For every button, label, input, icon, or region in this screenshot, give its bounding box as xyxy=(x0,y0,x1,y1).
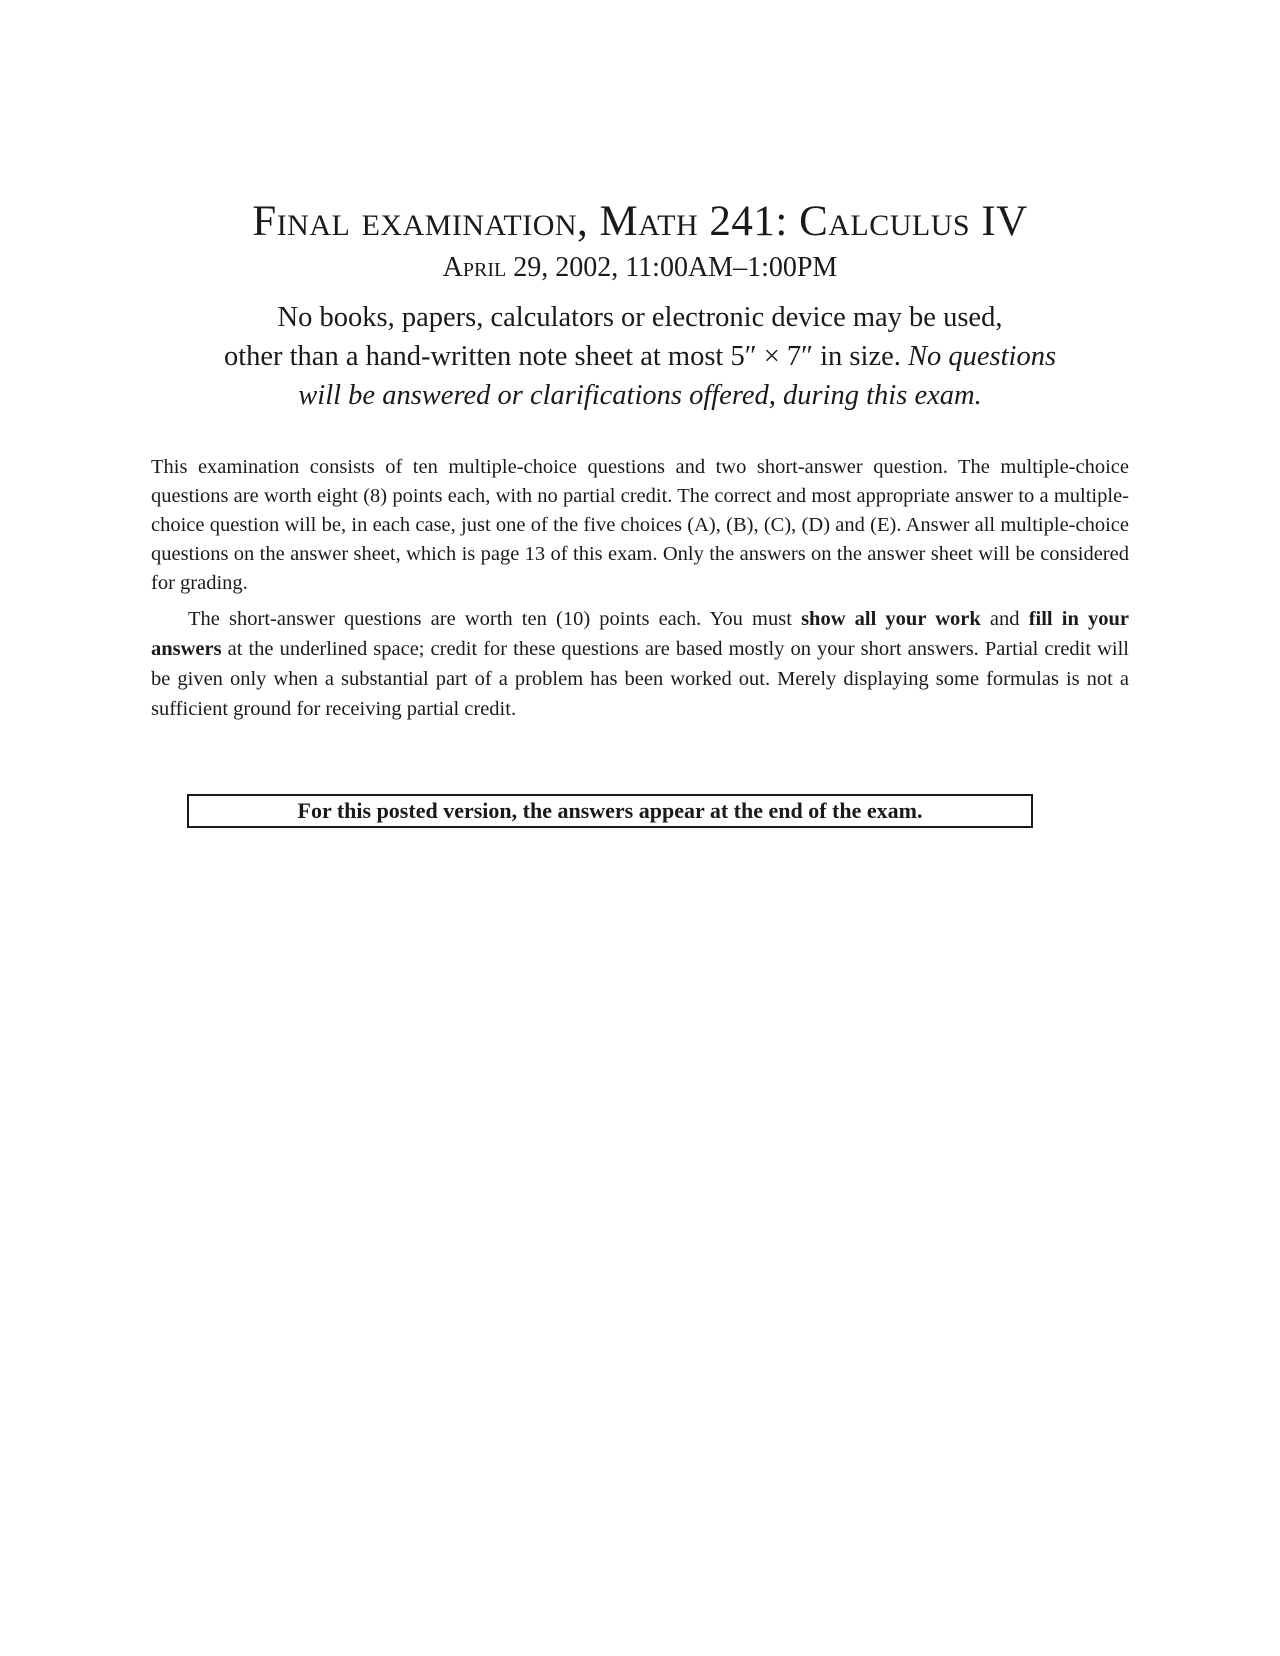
para2-bold-1: show all your work xyxy=(801,608,981,630)
rules-line-3-italic: will be answered or clarifications offered, during this exam. xyxy=(298,380,982,411)
rules-line-1: No books, papers, calculators or electronic device may be used, xyxy=(277,302,1003,333)
rules-line-2-italic: No questions xyxy=(908,341,1057,372)
exam-date-time: 29, 2002, 11:00AM–1:00PM xyxy=(506,252,838,283)
exam-rules xyxy=(150,298,1130,415)
posted-version-notice: For this posted version, the answers appear at the end of the exam. xyxy=(187,794,1033,828)
para2-text-2: and xyxy=(980,608,1029,630)
para2-bold-2: fill in your answers xyxy=(151,608,1129,660)
para2-text-1: The short-answer questions are worth ten (10) points each. You must xyxy=(188,608,802,630)
rules-line-2: other than a hand-written note sheet at most 5″ × 7″ in size. xyxy=(223,341,901,372)
instructions-paragraph-1: This examination consists of ten multiple-choice questions and two short-answer question. The multiple-choice questions are worth eight (8) points each, with no partial credit. The correct and most appropriate answer to a multiple-choice question will be, in each case, just one of the five choices (A), (B), (C), (D) and (E). Answer all multiple-choice questions on the answer sheet, which is page 13 of this exam. Only the answers on the answer sheet will be considered for grading. xyxy=(151,456,1129,594)
exam-date xyxy=(0,254,1280,282)
exam-date-month: April xyxy=(442,252,507,283)
instructions-paragraph-2 xyxy=(151,604,1129,724)
para2-text-3: at the underlined space; credit for these questions are based mostly on your short answers. Partial credit will be given only when a substantial part of a problem has been worked out. Merely displaying some formulas is not a sufficient ground for receiving partial credit. xyxy=(151,638,1129,720)
exam-title: Final examination, Math 241: Calculus IV xyxy=(252,198,1028,245)
